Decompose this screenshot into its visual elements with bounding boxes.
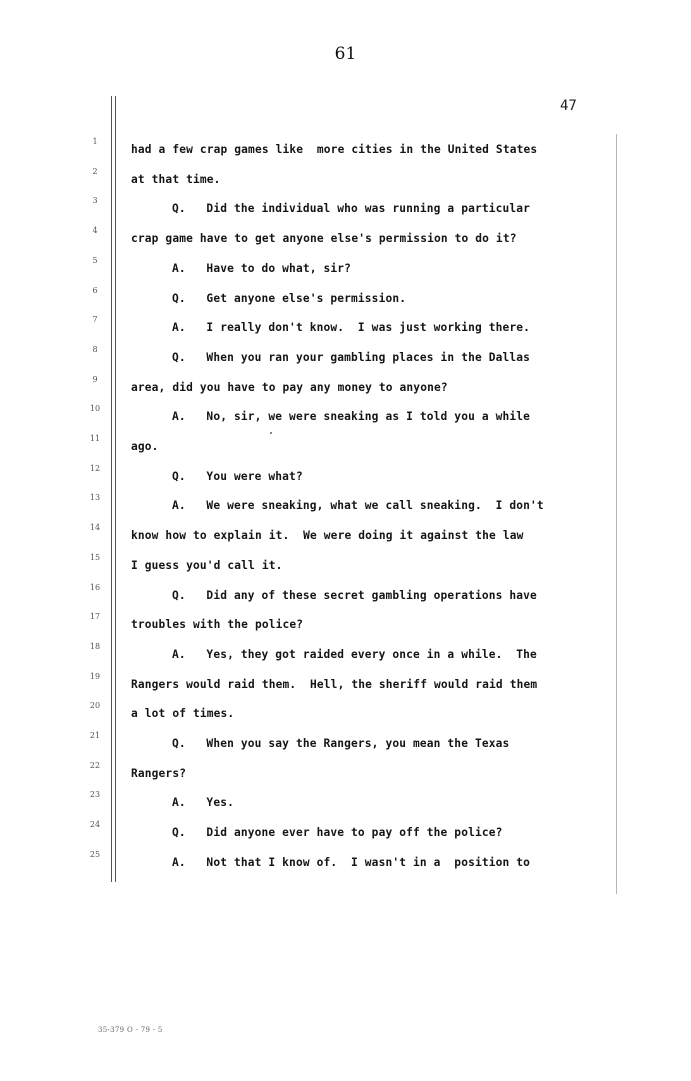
page-number: 61: [334, 44, 357, 64]
transcript-line: at that time.: [131, 172, 221, 186]
scan-speck: [270, 432, 272, 434]
transcript-line: A. Yes, they got raided every once in a while. The: [172, 647, 537, 661]
line-number: 23: [89, 790, 101, 800]
line-number: 24: [89, 820, 101, 830]
transcript-line: A. Have to do what, sir?: [172, 261, 352, 275]
line-number: 9: [92, 374, 98, 384]
line-number: 16: [89, 582, 101, 592]
transcript-line: A. I really don't know. I was just working there.: [172, 321, 531, 335]
transcript-line: area, did you have to pay any money to anyone?: [131, 380, 448, 394]
transcript-line: had a few crap games like more cities in the United States: [131, 143, 538, 156]
transcript-line: Q. Get anyone else's permission.: [172, 291, 407, 305]
transcript-line: Q. Did any of these secret gambling operations have: [172, 588, 537, 602]
line-number: 15: [89, 552, 101, 562]
line-number: 10: [89, 404, 101, 414]
line-number: 8: [92, 344, 98, 354]
transcript-line: A. We were sneaking, what we call sneaking. I don't: [172, 499, 544, 513]
transcript-line: know how to explain it. We were doing it against the law: [131, 529, 524, 543]
transcript-line: Q. Did the individual who was running a particular: [172, 202, 531, 216]
line-number: 5: [92, 255, 98, 265]
line-number: 12: [89, 463, 101, 473]
line-number: 25: [89, 849, 101, 859]
footer-print-code: 35-379 O - 79 - 5: [98, 1026, 163, 1034]
line-number: 1: [92, 137, 98, 146]
line-number: 22: [89, 760, 101, 770]
line-number: 18: [89, 641, 101, 651]
transcript-line: A. Not that I know of. I wasn't in a position to: [172, 855, 531, 869]
left-margin-rule: [111, 96, 116, 882]
transcript-line: Q. You were what?: [172, 469, 303, 483]
transcript-line: Q. Did anyone ever have to pay off the police?: [172, 826, 503, 840]
transcript-line: Rangers?: [131, 766, 187, 780]
line-number: 4: [92, 226, 98, 236]
transcript-line: A. Yes.: [172, 796, 234, 810]
right-margin-rule: [616, 134, 617, 894]
line-number: 14: [89, 523, 101, 533]
line-number: 17: [89, 612, 101, 622]
line-number: 7: [92, 315, 98, 325]
transcript-line: A. No, sir, we were sneaking as I told you a while: [172, 410, 531, 424]
line-number: 3: [92, 196, 98, 206]
transcript-line: a lot of times.: [131, 707, 235, 721]
line-number: 6: [92, 285, 98, 295]
line-number: 21: [89, 731, 101, 740]
transcript-line: troubles with the police?: [131, 618, 304, 632]
transcript-line: Q. When you say the Rangers, you mean the Texas: [172, 737, 510, 750]
line-number: 2: [92, 166, 98, 176]
line-number: 13: [89, 493, 101, 503]
transcript-line: Q. When you ran your gambling places in the Dallas: [172, 350, 531, 364]
transcript-line: Rangers would raid them. Hell, the sheriff would raid them: [131, 677, 538, 691]
line-number: 20: [89, 701, 101, 711]
transcript-line: ago.: [131, 440, 159, 453]
transcript-page-number: 47: [560, 98, 577, 114]
line-number: 19: [89, 671, 101, 681]
line-number: 11: [89, 434, 101, 443]
transcript-line: I guess you'd call it.: [131, 558, 283, 572]
transcript-line: crap game have to get anyone else's permission to do it?: [131, 232, 517, 246]
